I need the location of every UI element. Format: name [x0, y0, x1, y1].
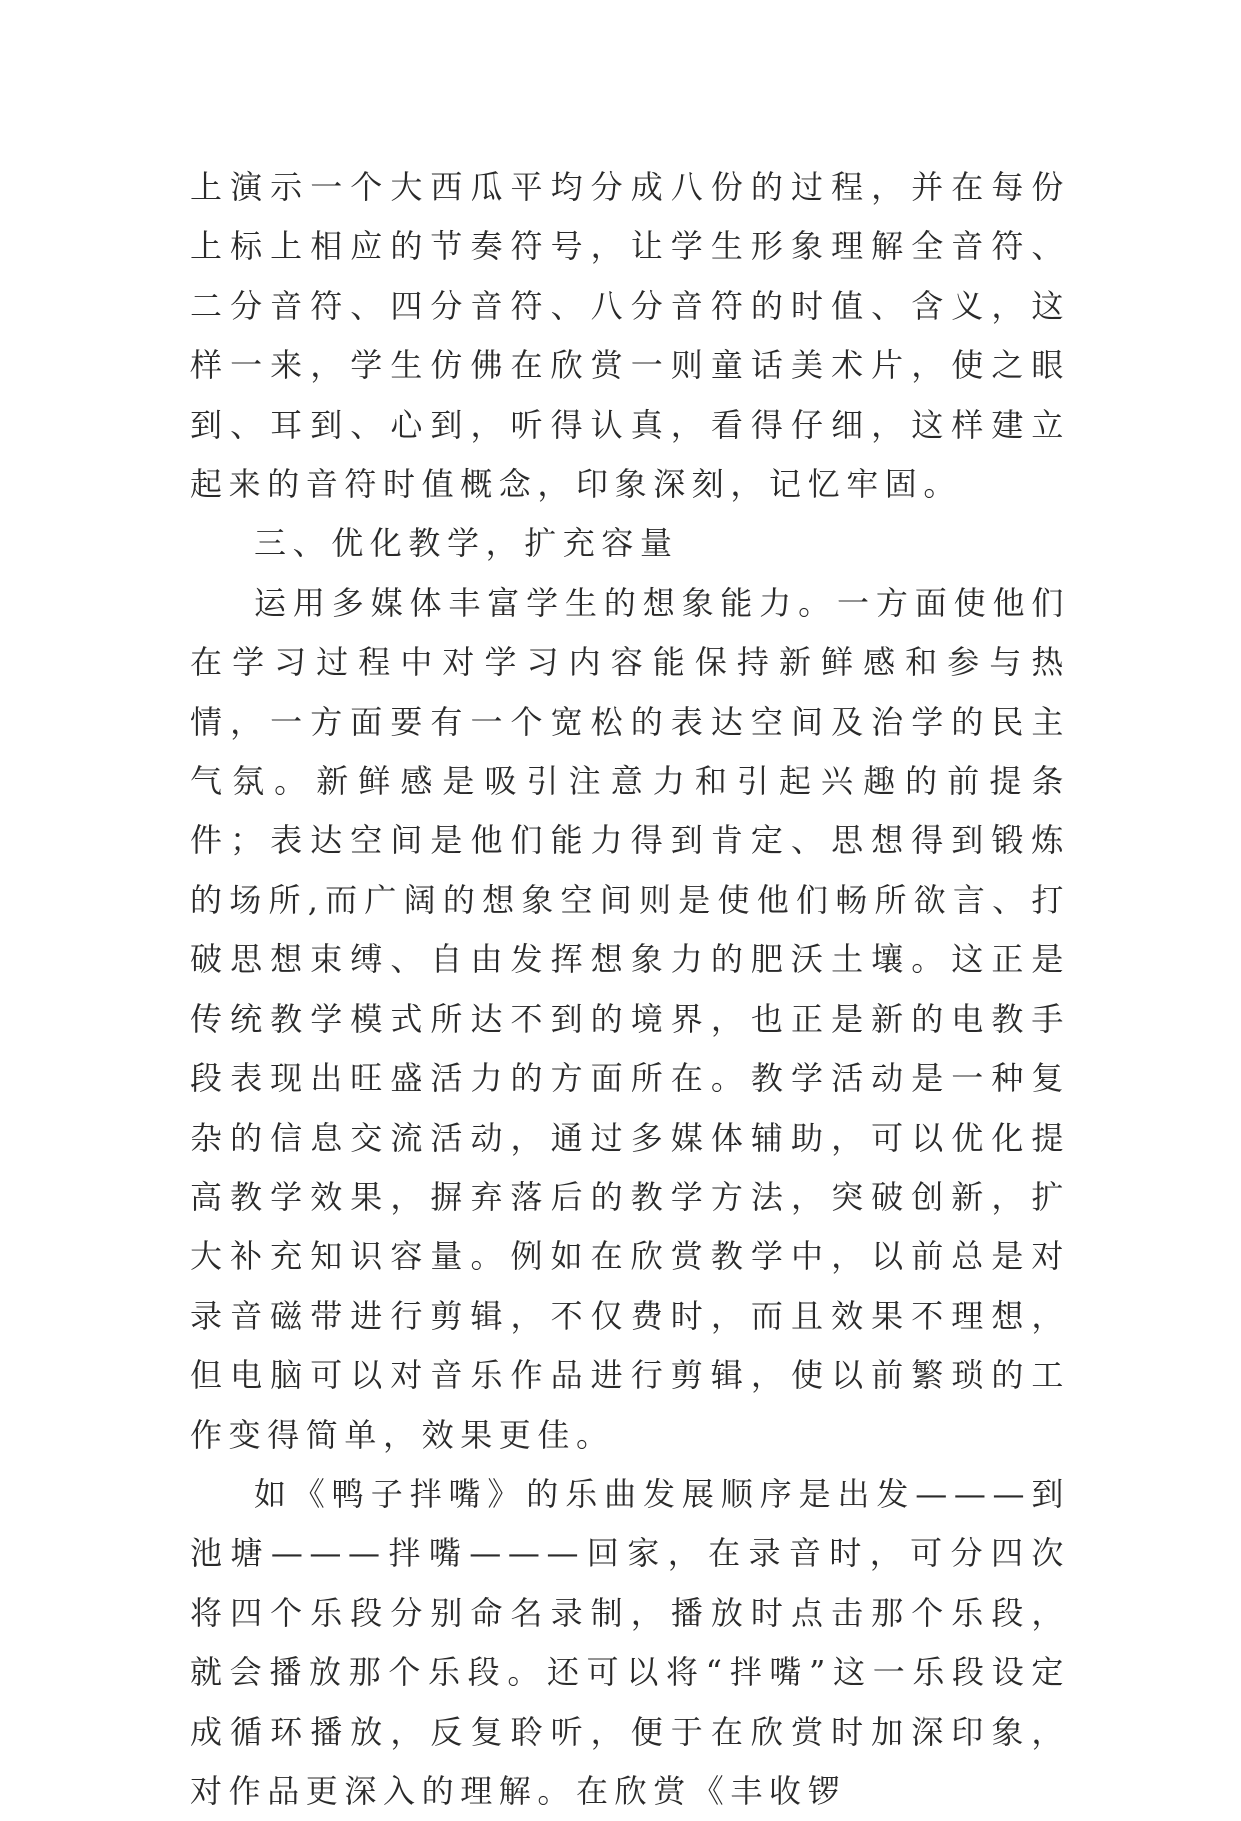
paragraph-multimedia: 运用多媒体丰富学生的想象能力。一方面使他们在学习过程中对学习内容能保持新鲜感和参与热情，一方面要有一个宽松的表达空间及治学的民主气氛。新鲜感是吸引注意力和引起兴趣的前提条件；表达空间是他们能力得到肯定、思想得到锻炼的场所,而广阔的想象空间则是使他们畅所欲言、打破思想束缚、自由发挥想象力的肥沃土壤。这正是传统教学模式所达不到的境界，也正是新的电教手段表现出旺盛活力的方面所在。教学活动是一种复杂的信息交流活动，通过多媒体辅助，可以优化提高教学效果，摒弃落后的教学方法，突破创新，扩大补充知识容量。例如在欣赏教学中，以前总是对录音磁带进行剪辑，不仅费时，而且效果不理想，但电脑可以对音乐作品进行剪辑，使以前繁琐的工作变得简单，效果更佳。	[190, 583, 1070, 1454]
paragraph-example: 如《鸭子拌嘴》的乐曲发展顺序是出发———到池塘———拌嘴———回家，在录音时，可分四次将四个乐段分别命名录制，播放时点击那个乐段，就会播放那个乐段。还可以将“拌嘴”这一乐段设定成循环播放，反复聆听，便于在欣赏时加深印象，对作品更深入的理解。在欣赏《丰收锣	[190, 1474, 1070, 1810]
document-body	[190, 158, 1070, 1821]
paragraph-continuation: 上演示一个大西瓜平均分成八份的过程，并在每份上标上相应的节奏符号，让学生形象理解全音符、二分音符、四分音符、八分音符的时值、含义，这样一来，学生仿佛在欣赏一则童话美术片，使之眼到、耳到、心到，听得认真，看得仔细，这样建立起来的音符时值概念，印象深刻，记忆牢固。	[190, 168, 1070, 504]
section-heading: 三、优化教学，扩充容量	[254, 524, 679, 563]
